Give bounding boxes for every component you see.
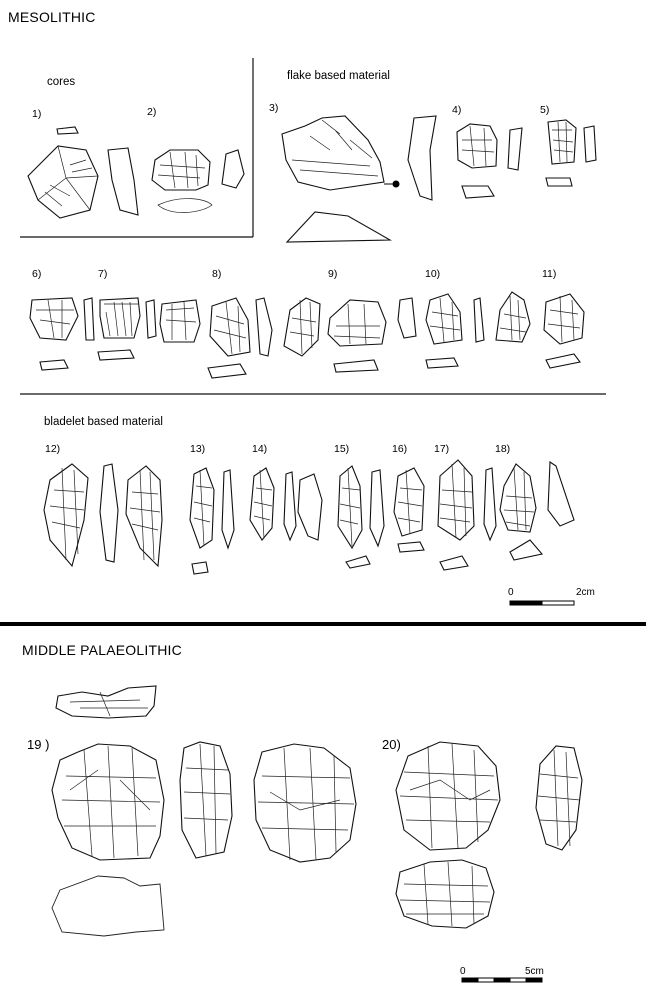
scale-bar-5cm xyxy=(462,978,542,982)
figure-number-12: 12) xyxy=(45,443,61,455)
artefact-17 xyxy=(438,460,496,570)
artefact-18 xyxy=(500,462,574,560)
figure-number-4: 4) xyxy=(452,104,462,116)
artefact-8b xyxy=(284,298,320,356)
artefact-16 xyxy=(394,468,424,552)
artefact-9 xyxy=(328,298,416,372)
artefact-4 xyxy=(457,124,522,198)
artefact-19 xyxy=(52,686,356,936)
section-title-middle-palaeolithic: MIDDLE PALAEOLITHIC xyxy=(22,642,182,658)
figure-number-11: 11) xyxy=(542,268,557,280)
artefact-14 xyxy=(250,468,322,540)
figure-number-6: 6) xyxy=(32,268,42,280)
artefact-2 xyxy=(152,150,244,213)
artefact-1 xyxy=(28,127,138,218)
scale-bar-2cm xyxy=(510,601,574,605)
artefact-8 xyxy=(208,298,272,378)
artefact-10b xyxy=(496,292,530,342)
group-label-cores: cores xyxy=(47,76,76,88)
artefact-11 xyxy=(544,294,584,368)
group-label-flake: flake based material xyxy=(287,70,390,82)
figure-number-15: 15) xyxy=(334,443,350,455)
section-title-mesolithic: MESOLITHIC xyxy=(8,9,96,25)
figure-number-2: 2) xyxy=(147,106,157,118)
figure-number-19: 19 ) xyxy=(27,737,50,752)
artefact-7 xyxy=(98,298,156,360)
figure-number-18: 18) xyxy=(495,443,511,455)
artefact-6 xyxy=(30,298,94,370)
scale-large-zero: 0 xyxy=(460,966,466,977)
artefact-10 xyxy=(426,294,484,368)
figure-number-5: 5) xyxy=(540,104,550,116)
artefact-15 xyxy=(338,466,384,568)
figure-number-7: 7) xyxy=(98,268,108,280)
figure-number-13: 13) xyxy=(190,443,206,455)
figure-number-17: 17) xyxy=(434,443,450,455)
figure-number-14: 14) xyxy=(252,443,268,455)
group-label-bladelet: bladelet based material xyxy=(44,416,163,428)
figure-number-1: 1) xyxy=(32,108,42,120)
artefact-20 xyxy=(396,742,582,928)
figure-number-10: 10) xyxy=(425,268,441,280)
scale-small-zero: 0 xyxy=(508,587,514,598)
artefact-7b xyxy=(160,300,200,342)
artefact-12 xyxy=(44,464,162,566)
figure-number-16: 16) xyxy=(392,443,408,455)
figure-number-8: 8) xyxy=(212,268,222,280)
figure-number-3: 3) xyxy=(269,102,279,114)
scale-large-end: 5cm xyxy=(525,966,544,977)
artefact-13 xyxy=(190,468,234,574)
artefact-5 xyxy=(546,120,596,186)
figure-number-9: 9) xyxy=(328,268,338,280)
artefact-3 xyxy=(282,116,436,242)
figure-number-20: 20) xyxy=(382,737,401,752)
scale-small-end: 2cm xyxy=(576,587,595,598)
